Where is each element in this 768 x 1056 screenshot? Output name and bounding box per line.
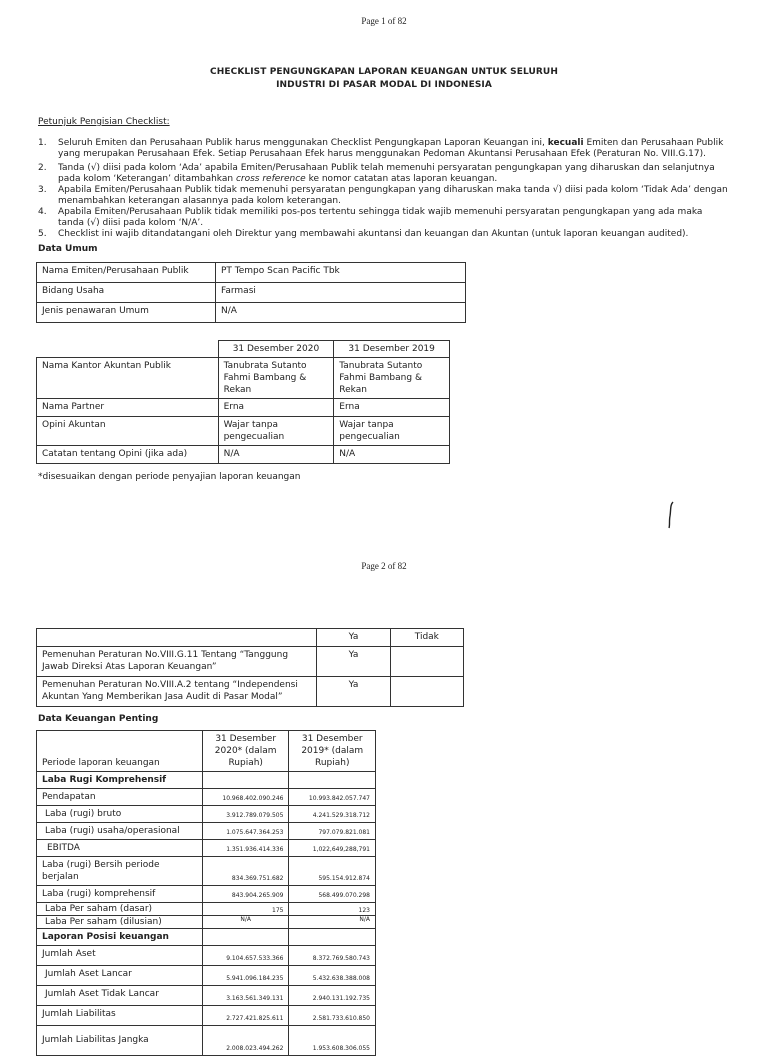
- table-cell-value: Tanubrata Sutanto Fahmi Bambang & Rekan: [218, 358, 334, 399]
- table-cell-label: EBITDA: [37, 840, 203, 857]
- table-cell-value: N/A: [202, 916, 289, 929]
- table-cell-label: Opini Akuntan: [37, 417, 219, 446]
- period-label: Periode laporan keuangan: [37, 731, 203, 772]
- auditor-table: [36, 340, 450, 464]
- data-umum-table: [36, 262, 466, 323]
- table-cell-value: 10.968.402.090.246: [202, 789, 289, 806]
- column-header-ya: Ya: [317, 629, 390, 647]
- instructions-heading: Petunjuk Pengisian Checklist:: [38, 117, 170, 127]
- table-cell-label: Nama Emiten/Perusahaan Publik: [37, 263, 216, 283]
- table-cell-value: Farmasi: [216, 283, 466, 303]
- table-cell-label: Nama Partner: [37, 399, 219, 417]
- instruction-text: Apabila Emiten/Perusahaan Publik tidak memenuhi persyaratan pengungkapan yang diharuskan maka tanda √) diisi pada kolom ‘Tidak Ada’ dengan menambahkan keterangan alasannya pada kolom keterangan.: [58, 185, 728, 206]
- table-cell-empty: [202, 772, 289, 789]
- table-cell-value: 3.912.789.079.505: [202, 806, 289, 823]
- table-cell-value: Wajar tanpa pengecualian: [218, 417, 334, 446]
- table-cell-label: Catatan tentang Opini (jika ada): [37, 446, 219, 464]
- instruction-bold: kecuali: [547, 138, 584, 148]
- table-cell-value: 568.499.070.298: [289, 886, 376, 903]
- table-cell-value: 3.163.561.349.131: [202, 986, 289, 1006]
- table-cell-label: Laba (rugi) bruto: [37, 806, 203, 823]
- table-cell-value: 1.953.608.306.055: [289, 1026, 376, 1056]
- table-row: [37, 1006, 376, 1026]
- table-cell-value: Wajar tanpa pengecualian: [334, 417, 450, 446]
- table-row: [37, 677, 464, 707]
- column-header-2019: 31 Desember 2019: [334, 341, 450, 358]
- table-cell-value: 595.154.912.874: [289, 857, 376, 886]
- table-cell-label: Jumlah Liabilitas: [37, 1006, 203, 1026]
- section-heading: Laba Rugi Komprehensif: [37, 772, 203, 789]
- table-cell-value: 1.075.647.364.253: [202, 823, 289, 840]
- table-row: [37, 647, 464, 677]
- table-cell-label: Laba Per saham (dilusian): [37, 916, 203, 929]
- table-row: [37, 966, 376, 986]
- table-cell-value: 8.372.769.580.743: [289, 946, 376, 966]
- instruction-text: Emiten dan Perusahaan Publik yang merupakan Perusahaan Efek. Setiap Perusahaan Efek harus menggunakan Pedoman Akuntansi Perusahaan Efek (Peraturan No. VIII.G.17).: [58, 138, 724, 159]
- instruction-item: [38, 229, 730, 240]
- instructions-list: [38, 138, 730, 241]
- table-cell-value: N/A: [289, 916, 376, 929]
- table-cell-value: 843.904.265.909: [202, 886, 289, 903]
- table-cell-value: 2.940.131.192.735: [289, 986, 376, 1006]
- table-cell-ya: Ya: [317, 647, 390, 677]
- instruction-item: [38, 163, 730, 184]
- table-row: [37, 263, 466, 283]
- table-cell-tidak: [390, 677, 463, 707]
- instruction-text: Tanda (√) diisi pada kolom ‘Ada’ apabila Emiten/Perusahaan Publik telah memenuhi persyaratan pengungkapan yang diharuskan dan selanjutnya pada kolom ‘Keterangan’ ditambahkan: [58, 163, 715, 184]
- instruction-number: 5.: [38, 229, 47, 239]
- table-cell-label: Pendapatan: [37, 789, 203, 806]
- table-cell-value: 5.941.096.184.235: [202, 966, 289, 986]
- table-cell-value: 2.727.421.825.611: [202, 1006, 289, 1026]
- table-cell-value: 123: [289, 903, 376, 916]
- table-cell-ya: Ya: [317, 677, 390, 707]
- table-row: [37, 399, 450, 417]
- title-line-1: CHECKLIST PENGUNGKAPAN LAPORAN KEUANGAN UNTUK SELURUH: [210, 67, 558, 77]
- table-cell-tidak: [390, 647, 463, 677]
- table-cell-empty: [37, 629, 317, 647]
- document-title: [0, 66, 768, 92]
- instruction-number: 2.: [38, 163, 47, 173]
- table-cell-label: Nama Kantor Akuntan Publik: [37, 358, 219, 399]
- table-row: [37, 1026, 376, 1056]
- section-heading: Laporan Posisi keuangan: [37, 929, 203, 946]
- table-cell-value: 10.993.842.057.747: [289, 789, 376, 806]
- column-header-tidak: Tidak: [390, 629, 463, 647]
- table-row: [37, 283, 466, 303]
- table-cell-value: 1.351.936.414.336: [202, 840, 289, 857]
- table-cell-value: Tanubrata Sutanto Fahmi Bambang & Rekan: [334, 358, 450, 399]
- table-cell-label: Laba Per saham (dasar): [37, 903, 203, 916]
- instruction-number: 3.: [38, 185, 47, 195]
- section-row: [37, 929, 376, 946]
- table-cell-value: 2.008.023.494.262: [202, 1026, 289, 1056]
- table-header-row: [37, 341, 450, 358]
- table-row: [37, 986, 376, 1006]
- table-cell-value: 834.369.751.682: [202, 857, 289, 886]
- table-row: [37, 417, 450, 446]
- instruction-item: [38, 207, 730, 228]
- table-cell-value: 4.241.529.318.712: [289, 806, 376, 823]
- table-cell-label: Pemenuhan Peraturan No.VIII.G.11 Tentang “Tanggung Jawab Direksi Atas Laporan Keuangan”: [37, 647, 317, 677]
- instruction-number: 4.: [38, 207, 47, 217]
- compliance-table: [36, 628, 464, 707]
- instruction-text: Checklist ini wajib ditandatangani oleh Direktur yang membawahi akuntansi dan keuangan dan Akuntan (untuk laporan keuangan audited).: [58, 229, 689, 239]
- instruction-text: Apabila Emiten/Perusahaan Publik tidak memiliki pos-pos tertentu sehingga tidak wajib memenuhi persyaratan pengungkapan yang ada maka tanda (√) diisi pada kolom ‘N/A’.: [58, 207, 703, 228]
- table-row: [37, 857, 376, 886]
- column-header-2020: 31 Desember 2020* (dalam Rupiah): [202, 731, 289, 772]
- table-row: [37, 903, 376, 916]
- table-header-row: [37, 629, 464, 647]
- table-cell-empty: [289, 772, 376, 789]
- table-cell-value: 175: [202, 903, 289, 916]
- instruction-number: 1.: [38, 138, 47, 148]
- instruction-item: [38, 138, 730, 159]
- section-row: [37, 772, 376, 789]
- table-cell-empty: [202, 929, 289, 946]
- table-row: [37, 916, 376, 929]
- table-cell-value: N/A: [218, 446, 334, 464]
- table-row: [37, 806, 376, 823]
- table-row: [37, 886, 376, 903]
- table-cell-label: Laba (rugi) Bersih periode berjalan: [37, 857, 203, 886]
- table-cell-label: Bidang Usaha: [37, 283, 216, 303]
- table-cell-label: Jumlah Aset Tidak Lancar: [37, 986, 203, 1006]
- table-cell-value: 2.581.733.610.850: [289, 1006, 376, 1026]
- instruction-text: Seluruh Emiten dan Perusahaan Publik harus menggunakan Checklist Pengungkapan Laporan Keuangan ini,: [58, 138, 548, 148]
- table-cell-empty: [37, 341, 219, 358]
- table-cell-label: Jumlah Aset: [37, 946, 203, 966]
- table-cell-label: Laba (rugi) usaha/operasional: [37, 823, 203, 840]
- table-row: [37, 446, 450, 464]
- table-cell-value: Erna: [218, 399, 334, 417]
- table-cell-value: N/A: [334, 446, 450, 464]
- instruction-italic: cross reference: [235, 173, 306, 184]
- table-cell-value: N/A: [216, 303, 466, 323]
- financial-table: [36, 730, 376, 1056]
- financial-heading: Data Keuangan Penting: [38, 714, 159, 724]
- instruction-text: ke nomor catatan atas laporan keuangan.: [305, 173, 498, 184]
- table-row: [37, 303, 466, 323]
- table-cell-label: Jumlah Aset Lancar: [37, 966, 203, 986]
- pen-mark-icon: [664, 500, 678, 530]
- table-cell-empty: [289, 929, 376, 946]
- table-cell-value: 9.104.657.533.366: [202, 946, 289, 966]
- table-cell-label: Laba (rugi) komprehensif: [37, 886, 203, 903]
- table-cell-label: Jumlah Liabilitas Jangka: [37, 1026, 203, 1056]
- table-row: [37, 840, 376, 857]
- table-cell-value: 1,022,649,288,791: [289, 840, 376, 857]
- instruction-item: [38, 185, 730, 206]
- page-number: Page 1 of 82: [361, 16, 407, 26]
- footnote: *disesuaikan dengan periode penyajian laporan keuangan: [38, 472, 301, 482]
- table-cell-label: Jenis penawaran Umum: [37, 303, 216, 323]
- table-row: [37, 358, 450, 399]
- title-line-2: INDUSTRI DI PASAR MODAL DI INDONESIA: [276, 80, 492, 90]
- table-row: [37, 789, 376, 806]
- page-number: Page 2 of 82: [361, 561, 407, 571]
- table-cell-label: Pemenuhan Peraturan No.VIII.A.2 tentang “Independensi Akuntan Yang Memberikan Jasa Audit di Pasar Modal”: [37, 677, 317, 707]
- table-cell-value: 5.432.638.388.008: [289, 966, 376, 986]
- column-header-2019: 31 Desember 2019* (dalam Rupiah): [289, 731, 376, 772]
- table-cell-value: 797.079.821.081: [289, 823, 376, 840]
- table-cell-value: Erna: [334, 399, 450, 417]
- table-header-row: [37, 731, 376, 772]
- table-row: [37, 946, 376, 966]
- column-header-2020: 31 Desember 2020: [218, 341, 334, 358]
- table-cell-value: PT Tempo Scan Pacific Tbk: [216, 263, 466, 283]
- data-umum-heading: Data Umum: [38, 244, 98, 254]
- table-row: [37, 823, 376, 840]
